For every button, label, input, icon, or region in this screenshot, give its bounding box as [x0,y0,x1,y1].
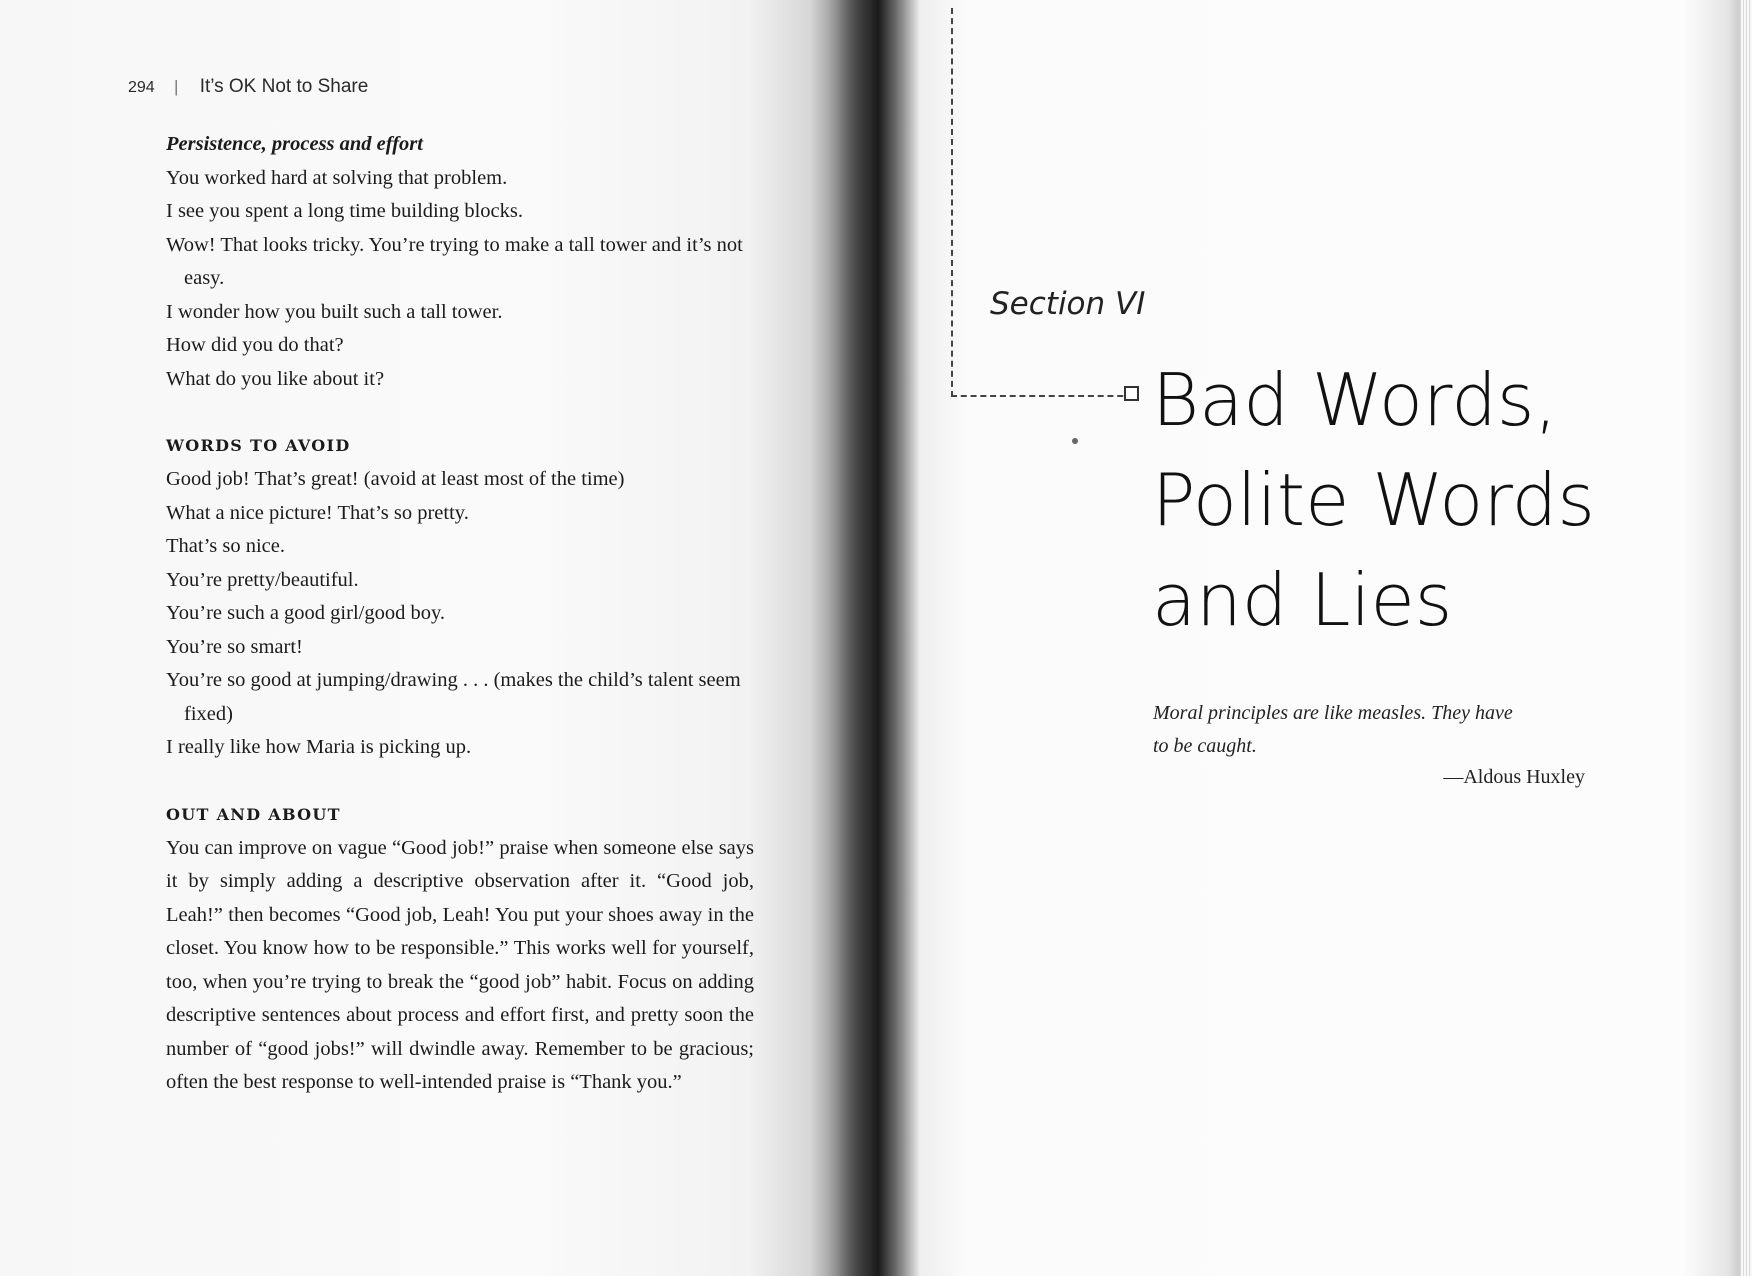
words-to-avoid-heading: WORDS TO AVOID [166,436,351,455]
avoid-line: What a nice picture! That’s so pretty. [166,501,469,524]
epigraph-line: Moral principles are like measles. They have [1153,702,1513,724]
frame-corner-square-icon [1124,386,1139,401]
avoid-line: Good job! That’s great! (avoid at least most of the time) [166,468,625,490]
epigraph-line: to be caught. [1153,735,1257,757]
persistence-subheading: Persistence, process and effort [166,133,423,155]
ink-speck [1072,438,1078,444]
persistence-line: You worked hard at solving that problem. [166,166,508,189]
avoid-line: You’re so smart! [166,635,303,658]
out-and-about-paragraph: You can improve on vague “Good job!” praise when someone else says it by simply adding a descriptive observation after it. “Good job, Leah!” then becomes “Good job, Leah! You put your shoes away in the closet. You know how to be responsible.” This works well for yourself, too, when you’re trying to break the “good job” habit. Focus on adding descriptive sentences about process and effort first, and pretty soon the number of “good jobs!” will dwindle away. Remember to be gracious; often the best response to well-intended praise is “Thank you.” [166,836,754,1093]
persistence-line: I wonder how you built such a tall tower. [166,300,503,323]
dashed-frame-decoration [951,8,1133,397]
section-label: Section VI [990,286,1146,322]
running-head-separator: | [173,77,179,96]
chapter-title-line: and Lies [1152,558,1453,642]
chapter-title-line: Polite Words [1152,458,1595,542]
avoid-line: That’s so nice. [166,535,285,557]
running-head-title: It’s OK Not to Share [199,76,369,97]
chapter-title [1152,350,1595,650]
avoid-line: I really like how Maria is picking up. [166,736,472,758]
spacer [166,396,754,429]
page-number: 294 [128,79,155,96]
spacer [166,765,754,798]
book-gutter-shadow [810,0,920,1276]
chapter-title-line: Bad Words, [1152,358,1558,442]
persistence-line: What do you like about it? [166,367,385,390]
left-page-body [166,128,754,1100]
persistence-line: I see you spent a long time building blocks. [166,200,523,222]
persistence-line: Wow! That looks tricky. You’re trying to make a tall tower and it’s not easy. [166,233,743,289]
avoid-line: You’re so good at jumping/drawing . . . (makes the child’s talent seem fixed) [166,669,741,725]
out-and-about-heading: OUT AND ABOUT [166,804,341,824]
running-head [128,76,368,98]
persistence-line: How did you do that? [166,334,344,356]
page-edge [1740,0,1752,1276]
avoid-line: You’re such a good girl/good boy. [166,602,446,624]
avoid-line: You’re pretty/beautiful. [166,568,359,591]
epigraph [1153,697,1573,763]
epigraph-attribution: —Aldous Huxley [1443,766,1585,788]
